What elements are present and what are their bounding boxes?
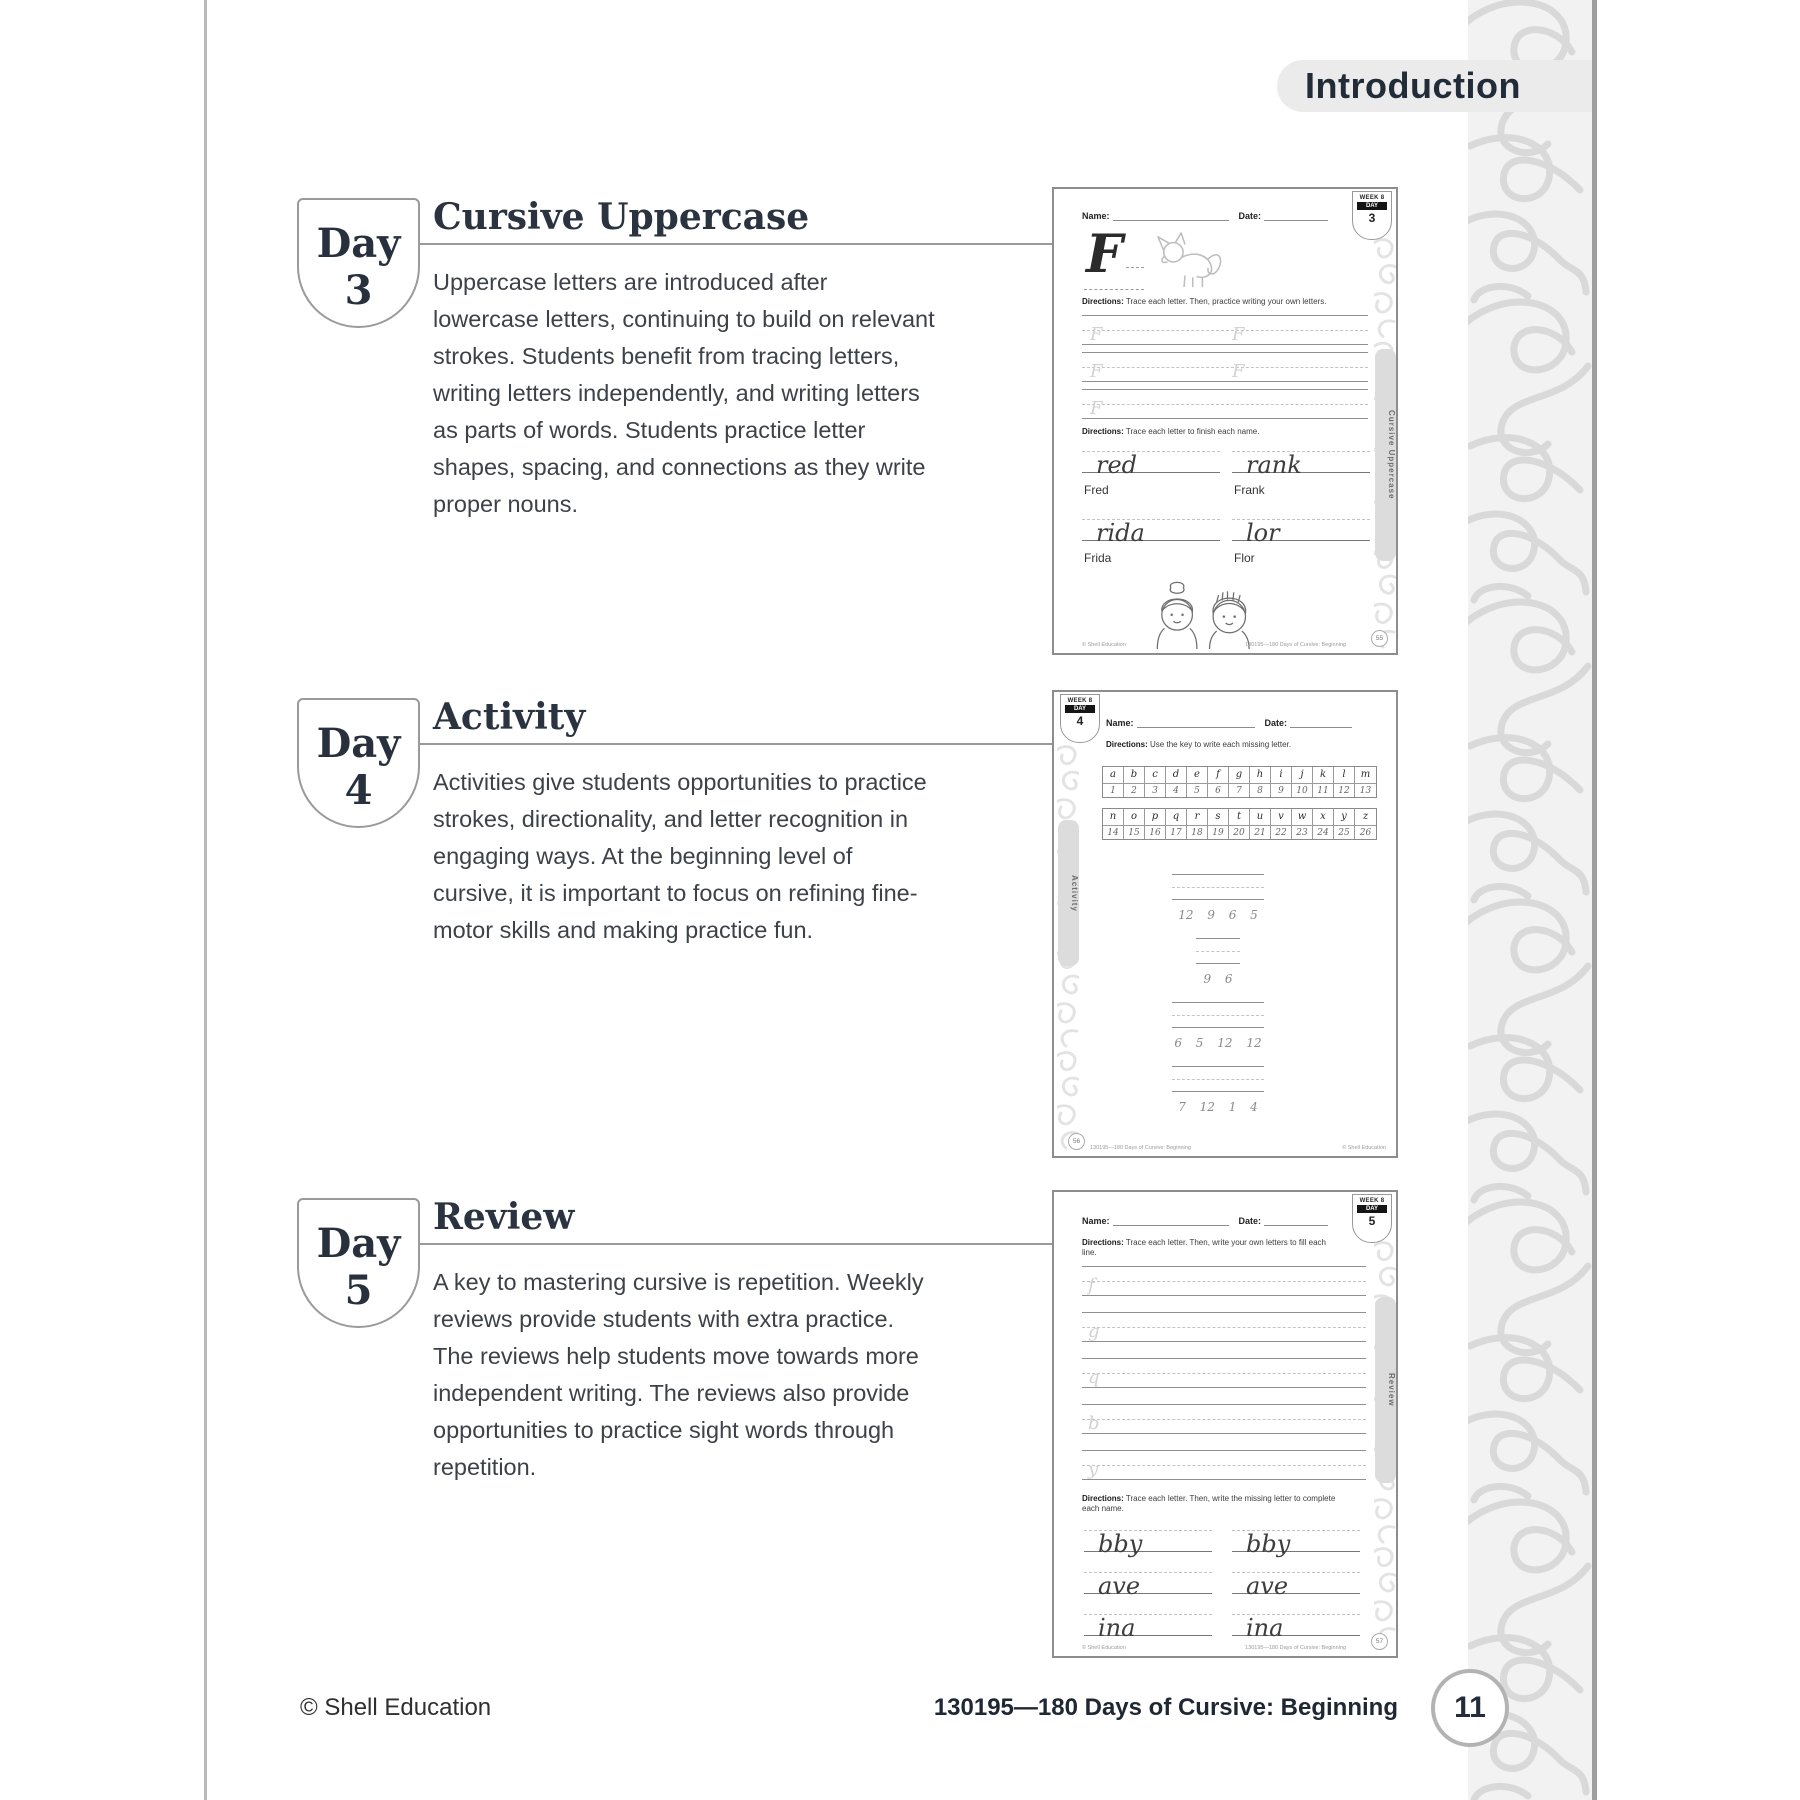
name-date-row xyxy=(1082,209,1350,221)
key-letter-cell: x xyxy=(1313,809,1334,825)
dashed-midline xyxy=(1172,887,1264,888)
key-number-cell: 20 xyxy=(1229,825,1250,839)
dashed-midline xyxy=(1172,1079,1264,1080)
day-number: 4 xyxy=(1076,714,1084,728)
page-number-circle: 11 xyxy=(1431,1669,1509,1747)
letter-key-table xyxy=(1102,808,1377,840)
dashed-midline xyxy=(1082,1373,1366,1374)
name-trace-line xyxy=(1232,1564,1360,1600)
dashed-midline xyxy=(1082,1327,1366,1328)
key-letter-cell: a xyxy=(1103,767,1124,783)
dashed-midline xyxy=(1082,1465,1366,1466)
directions-text: Use the key to write each missing letter. xyxy=(1150,740,1291,749)
key-number-cell: 3 xyxy=(1145,783,1166,797)
name-trace-line xyxy=(1232,511,1370,547)
day3-worksheet-thumbnail xyxy=(1052,187,1398,655)
cursive-word: red xyxy=(1096,451,1138,479)
week-label: WEEK 8 xyxy=(1067,698,1093,704)
ghost-letter: F xyxy=(1090,361,1103,382)
key-letter-cell: u xyxy=(1250,809,1271,825)
day5-section-body: A key to mastering cursive is repetition. Weekly reviews provide students with extra practice. The reviews help students move towards more independent writing. The reviews also provide opportunities to practice sight words through repetition. xyxy=(433,1269,924,1480)
name-label: Name: xyxy=(1082,1216,1110,1226)
key-number-cell: 9 xyxy=(1271,783,1292,797)
dashed-midline xyxy=(1082,330,1368,331)
week-day-badge xyxy=(1352,191,1392,240)
key-number-cell: 17 xyxy=(1166,825,1187,839)
ghost-letter: F xyxy=(1090,398,1103,419)
key-number-cell: 13 xyxy=(1355,783,1376,797)
day3-section-body: Uppercase letters are introduced after lowercase letters, continuing to build on relevant strokes. Students benefit from tracing letters, writing letters independently, and writing letters as parts of words. Students practice letter shapes, spacing, and connections as they write proper nouns. xyxy=(433,269,935,517)
day-label: DAY xyxy=(1065,705,1095,713)
print-name: Frank xyxy=(1234,483,1265,497)
day3-section-title: Cursive Uppercase xyxy=(433,196,810,238)
number-clue: 12 9 6 5 xyxy=(1178,908,1258,922)
key-number-cell: 16 xyxy=(1145,825,1166,839)
side-tab: Cursive Uppercase xyxy=(1375,349,1396,561)
directions-label: Directions: xyxy=(1082,1494,1124,1503)
week-day-badge xyxy=(1060,694,1100,743)
chapter-title: Introduction xyxy=(1305,65,1521,106)
day5-worksheet-thumbnail xyxy=(1052,1190,1398,1658)
key-letter-cell: m xyxy=(1360,769,1371,780)
trace-guide-dash xyxy=(1084,289,1144,290)
directions-label: Directions: xyxy=(1082,427,1124,436)
answer-line-group xyxy=(1172,1002,1264,1028)
footer-copyright: © Shell Education xyxy=(300,1694,492,1721)
thumb-footer-right: 130195—180 Days of Cursive: Beginning xyxy=(1245,642,1346,648)
cursive-word: bby xyxy=(1098,1530,1143,1558)
print-name: Frida xyxy=(1084,551,1112,565)
week-label: WEEK 8 xyxy=(1359,195,1385,201)
week-day-badge xyxy=(1352,1194,1392,1243)
directions-label: Directions: xyxy=(1082,1238,1124,1247)
key-letter-cell: c xyxy=(1145,767,1166,783)
key-letter-cell: h xyxy=(1250,767,1271,783)
key-letter-cell: s xyxy=(1208,809,1229,825)
directions-text: Trace each letter to finish each name. xyxy=(1125,427,1260,436)
directions-1 xyxy=(1106,740,1386,750)
name-date-row xyxy=(1106,716,1378,728)
directions-1 xyxy=(1082,1238,1342,1258)
practice-line-group xyxy=(1082,1450,1366,1480)
date-blank-line xyxy=(1264,209,1328,221)
thumb-page-number: 55 xyxy=(1371,630,1388,647)
key-number-cell: 15 xyxy=(1124,825,1145,839)
dashed-midline xyxy=(1082,1419,1366,1420)
dashed-midline xyxy=(1172,1015,1264,1016)
day5-badge: Day 5 xyxy=(297,1198,420,1328)
practice-line-group xyxy=(1082,352,1368,382)
key-number-cell: 14 xyxy=(1103,825,1124,839)
name-label: Name: xyxy=(1106,718,1134,728)
key-letter-cell: r xyxy=(1187,809,1208,825)
date-label: Date: xyxy=(1238,211,1262,221)
key-letter-row xyxy=(1103,767,1376,783)
key-number-cell: 5 xyxy=(1187,783,1208,797)
practice-line-group xyxy=(1082,1266,1366,1296)
key-number-cell: 12 xyxy=(1334,783,1355,797)
key-letter-cell: g xyxy=(1229,767,1250,783)
date-blank-line xyxy=(1264,1214,1328,1226)
day4-section-body: Activities give students opportunities to practice strokes, directionality, and letter recognition in engaging ways. At the beginning level of cursive, it is important to focus on refining fine-motor skills and making practice fun. xyxy=(433,769,927,943)
cursive-word: rida xyxy=(1096,519,1145,547)
day3-connector-line xyxy=(419,243,1052,245)
key-letter-cell: f xyxy=(1208,767,1229,783)
day4-badge: Day 4 xyxy=(297,698,420,828)
key-letter-cell: j xyxy=(1292,767,1313,783)
name-blank-line xyxy=(1137,716,1255,728)
number-clue: 9 6 xyxy=(1203,972,1233,986)
focus-letter: F xyxy=(1086,224,1123,285)
thumb-footer-right: © Shell Education xyxy=(1342,1145,1386,1151)
directions-label: Directions: xyxy=(1106,740,1148,749)
key-number-cell: 19 xyxy=(1208,825,1229,839)
key-letter-cell: y xyxy=(1334,809,1355,825)
footer-book-title: 130195—180 Days of Cursive: Beginning xyxy=(933,1694,1398,1721)
practice-line-group xyxy=(1082,1358,1366,1388)
key-number-cell: 4 xyxy=(1166,783,1187,797)
key-letter-row xyxy=(1103,809,1376,825)
key-letter-cell: v xyxy=(1271,809,1292,825)
ghost-letter: g xyxy=(1088,1321,1100,1342)
key-letter-cell: d xyxy=(1166,767,1187,783)
day5-section-title: Review xyxy=(433,1196,575,1238)
key-letter-cell: w xyxy=(1292,809,1313,825)
thumb-footer-left: 130195—180 Days of Cursive: Beginning xyxy=(1090,1145,1191,1151)
key-letter-cell: i xyxy=(1271,767,1292,783)
name-trace-line xyxy=(1232,1522,1360,1558)
trace-guide-dash xyxy=(1126,267,1144,268)
key-number-cell: 23 xyxy=(1292,825,1313,839)
ghost-letter: y xyxy=(1088,1459,1099,1480)
day3-badge: Day 3 xyxy=(297,198,420,328)
answer-line-group xyxy=(1172,874,1264,900)
name-trace-line xyxy=(1232,1606,1360,1642)
name-blank-line xyxy=(1113,1214,1229,1226)
name-date-row xyxy=(1082,1214,1350,1226)
day-label: DAY xyxy=(1357,1205,1387,1213)
practice-line-group xyxy=(1082,389,1368,419)
key-number-row xyxy=(1103,783,1376,797)
side-tab: Review xyxy=(1375,1297,1396,1483)
key-number-cell: 21 xyxy=(1250,825,1271,839)
ghost-letter: F xyxy=(1232,361,1245,382)
day4-section-title: Activity xyxy=(433,696,586,738)
directions-text: Trace each letter. Then, write the missing letter to complete each name. xyxy=(1082,1494,1336,1513)
thumb-footer-left: © Shell Education xyxy=(1082,1645,1126,1651)
key-letter-cell: n xyxy=(1103,809,1124,825)
name-trace-line xyxy=(1082,443,1220,479)
directions-text: Trace each letter. Then, write your own letters to fill each line. xyxy=(1082,1238,1326,1257)
key-number-cell: 6 xyxy=(1208,783,1229,797)
day4-worksheet-thumbnail xyxy=(1052,690,1398,1158)
name-blank-line xyxy=(1113,209,1229,221)
thumb-page-number: 56 xyxy=(1068,1133,1085,1150)
key-number-cell: 18 xyxy=(1187,825,1208,839)
dashed-midline xyxy=(1082,1281,1366,1282)
print-name: Fred xyxy=(1084,483,1109,497)
key-letter-cell: k xyxy=(1313,767,1334,783)
key-number-cell: 22 xyxy=(1271,825,1292,839)
key-letter-cell: q xyxy=(1166,809,1187,825)
number-clue: 6 5 12 12 xyxy=(1174,1036,1262,1050)
name-trace-line xyxy=(1232,443,1370,479)
letter-key-table xyxy=(1102,766,1377,798)
day-number: 5 xyxy=(1368,1214,1376,1228)
key-number-cell: 26 xyxy=(1355,825,1376,839)
date-label: Date: xyxy=(1238,1216,1262,1226)
name-trace-line xyxy=(1084,1522,1212,1558)
key-number-cell: 24 xyxy=(1313,825,1334,839)
side-tab: Activity xyxy=(1058,820,1079,966)
swirl-pattern-icon xyxy=(1468,0,1592,1800)
cursive-word: rank xyxy=(1246,451,1302,479)
week-label: WEEK 8 xyxy=(1359,1198,1385,1204)
ghost-letter: q xyxy=(1088,1367,1100,1388)
practice-line-group xyxy=(1082,1312,1366,1342)
cursive-word: ina xyxy=(1246,1614,1284,1642)
key-number-row xyxy=(1103,825,1376,839)
day-number: 3 xyxy=(1368,211,1376,225)
practice-line-group xyxy=(1082,1404,1366,1434)
practice-line-group xyxy=(1082,315,1368,345)
chapter-banner xyxy=(1277,60,1592,112)
children-illustration-icon xyxy=(1142,577,1268,649)
name-trace-line xyxy=(1084,1606,1212,1642)
date-blank-line xyxy=(1290,716,1352,728)
directions-text: Trace each letter. Then, practice writing your own letters. xyxy=(1125,297,1327,306)
cursive-word: ave xyxy=(1098,1572,1141,1600)
directions-1 xyxy=(1082,297,1367,307)
key-number-cell: 25 xyxy=(1334,825,1355,839)
ghost-letter: f xyxy=(1088,1275,1095,1296)
thumb-footer-left: © Shell Education xyxy=(1082,642,1126,648)
key-letter-cell: z xyxy=(1362,811,1369,822)
name-label: Name: xyxy=(1082,211,1110,221)
key-letter-cell: b xyxy=(1124,767,1145,783)
directions-2 xyxy=(1082,1494,1347,1514)
ghost-letter: b xyxy=(1088,1413,1100,1434)
key-number-cell: 10 xyxy=(1292,783,1313,797)
day-label: DAY xyxy=(1357,202,1387,210)
cursive-word: lor xyxy=(1246,519,1280,547)
name-trace-line xyxy=(1082,511,1220,547)
key-number-cell: 1 xyxy=(1103,783,1124,797)
decorative-swirl-band xyxy=(1468,0,1592,1800)
date-label: Date: xyxy=(1264,718,1288,728)
answer-line-group xyxy=(1196,938,1240,964)
key-number-cell: 2 xyxy=(1124,783,1145,797)
cursive-word: ina xyxy=(1098,1614,1136,1642)
dashed-midline xyxy=(1082,367,1368,368)
day4-connector-line xyxy=(419,743,1052,745)
answer-line-group xyxy=(1172,1066,1264,1092)
key-letter-cell: e xyxy=(1187,767,1208,783)
cursive-word: ave xyxy=(1246,1572,1289,1600)
dashed-midline xyxy=(1196,951,1240,952)
thumb-page-number: 57 xyxy=(1371,1633,1388,1650)
page-left-edge-line xyxy=(204,0,207,1800)
print-name: Flor xyxy=(1234,551,1255,565)
ghost-letter: F xyxy=(1232,324,1245,345)
cursive-word: bby xyxy=(1246,1530,1291,1558)
key-letter-cell: t xyxy=(1229,809,1250,825)
directions-2 xyxy=(1082,427,1367,437)
ghost-letter: F xyxy=(1090,324,1103,345)
name-trace-line xyxy=(1084,1564,1212,1600)
page-right-edge-line xyxy=(1592,0,1597,1800)
key-letter-cell: l xyxy=(1334,767,1355,783)
key-number-cell: 7 xyxy=(1229,783,1250,797)
number-clue: 7 12 1 4 xyxy=(1178,1100,1258,1114)
key-letter-cell: o xyxy=(1124,809,1145,825)
key-letter-cell: p xyxy=(1145,809,1166,825)
dashed-midline xyxy=(1082,404,1368,405)
thumb-footer-right: 130195—180 Days of Cursive: Beginning xyxy=(1245,1645,1346,1651)
key-number-cell: 8 xyxy=(1250,783,1271,797)
directions-label: Directions: xyxy=(1082,297,1124,306)
day5-connector-line xyxy=(419,1243,1052,1245)
fox-illustration-icon xyxy=(1146,231,1224,289)
key-number-cell: 11 xyxy=(1313,783,1334,797)
